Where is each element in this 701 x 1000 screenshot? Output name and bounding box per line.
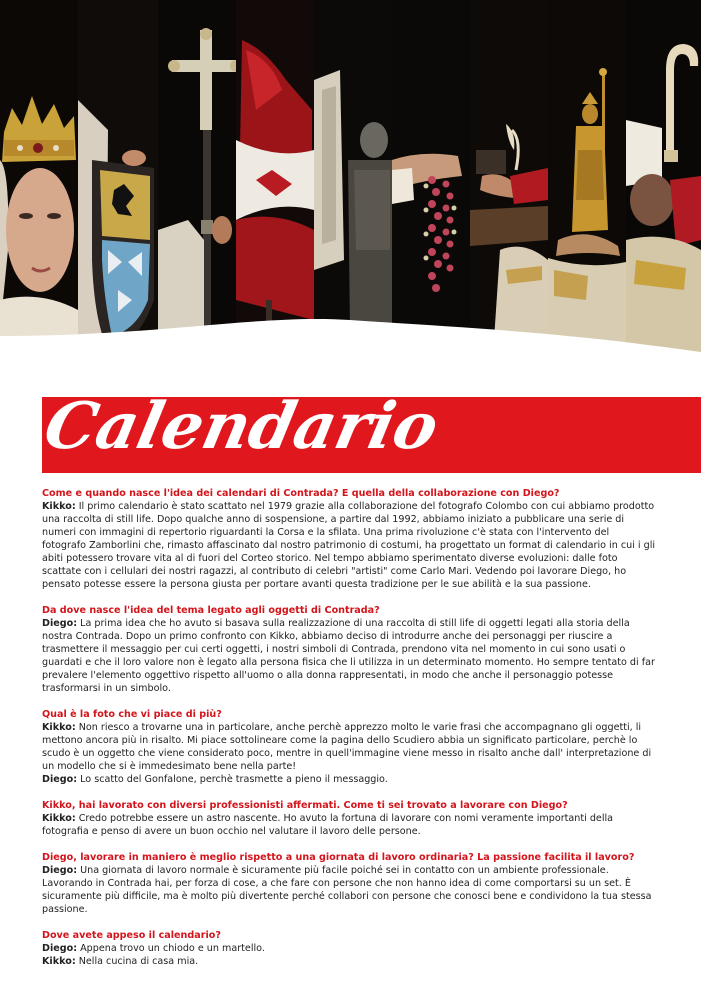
- interview-block: [42, 487, 656, 591]
- photo-strip-rosary-beads: [392, 0, 472, 360]
- photo-strip-queen-crown: [0, 0, 80, 360]
- interview-question: Kikko, hai lavorato con diversi professionisti affermati. Come ti sei trovato a lavorare con Diego?: [42, 800, 568, 811]
- photo-strip-shield: [78, 0, 160, 360]
- speaker-name: Kikko:: [42, 813, 76, 824]
- page-title: Calendario: [38, 389, 445, 464]
- answer-text: Lo scatto del Gonfalone, perchè trasmette a pieno il messaggio.: [77, 774, 388, 785]
- answer-text: Il primo calendario è stato scattato nel 1979 grazie alla collaborazione del fotografo Colombo con cui abbiamo prodotto una raccolta di still life. Dopo qualche anno di sospensione, a partire dal 1992, abbiamo iniziato a pubblicare una serie di numeri con immagini di repertorio riguardanti la Corsa e la sfilata. Una prima rivoluzione c'è stata con l'intervento del fotografo Zamborlini che, rimasto affascinato dal nostro patrimonio di costumi, ha progettato un format di calendario in cui i gli abiti potessero trovare vita al di fuori del Corteo storico. Nel tempo abbiamo sperimentato diverse evoluzioni: dalle foto scattate con i cellulari dei nostri ragazzi, al contributo di celebri "artisti" come Carlo Mari. Vedendo poi lavorare Diego, ho pensato potesse essere la persona giusta per portare avanti questa tradizione per le sue abilità e la sua passione.: [42, 501, 656, 590]
- speaker-name: Kikko:: [42, 722, 76, 733]
- interview-block: [42, 604, 656, 695]
- answer-text: La prima idea che ho avuto si basava sulla realizzazione di una raccolta di still life di oggetti legati alla storia della nostra Contrada. Dopo un primo confronto con Kikko, abbiamo deciso di introdurre anche dei personaggi per riuscire a trasmettere il messaggio per cui certi oggetti, i nostri simboli di Contrada, prendono vita nel momento in cui sono usati o guardati e che il loro valore non è legato alla persona fisica che li utilizza in un determinato momento. Ho sempre tentato di far prevalere l'elemento oggettivo rispetto all'uomo o alla donna rappresentati, in modo che anche il personaggio potesse trasformarsi in un simbolo.: [42, 618, 655, 694]
- speaker-name: Diego:: [42, 618, 78, 629]
- interview-answer: [42, 500, 656, 591]
- hero-photo-collage: [0, 0, 701, 365]
- interview-answer: [42, 955, 656, 968]
- interview-block: [42, 708, 656, 786]
- speaker-name: Kikko:: [42, 501, 76, 512]
- answer-text: Credo potrebbe essere un astro nascente. Ho avuto la fortuna di lavorare con nomi veramente importanti della fotografia e penso di avere un buon occhio nel valutare il lavoro delle persone.: [42, 813, 614, 837]
- interview-answer: [42, 864, 656, 916]
- interview-block: [42, 851, 656, 916]
- interview-answer: [42, 812, 656, 838]
- title-banner: [38, 389, 701, 473]
- photo-strip-armored-figure: [314, 0, 394, 360]
- speaker-name: Diego:: [42, 774, 78, 785]
- interview-question: Diego, lavorare in maniero è meglio rispetto a una giornata di lavoro ordinaria? La passione facilita il lavoro?: [42, 852, 635, 863]
- interview-answer: [42, 942, 656, 955]
- photo-strip-red-banner: [236, 0, 316, 360]
- answer-text: Non riesco a trovarne una in particolare, anche perchè apprezzo molto le varie frasi che accompagnano gli oggetti, li mettono ancora più in risalto. Mi piace sottolineare come la pagina dello Scudiero abbia un significato particolare, perchè lo scudo è un oggetto che viene considerato poco, mentre in quell'immagine viene messo in risalto anche dall' interpretazione di un modello che si è immedesimato bene nella parte!: [42, 722, 652, 772]
- interview-question: Qual è la foto che vi piace di più?: [42, 709, 222, 720]
- speaker-name: Diego:: [42, 865, 78, 876]
- interview-question: Come e quando nasce l'idea dei calendari di Contrada? E quella della collaborazione con Diego?: [42, 488, 560, 499]
- answer-text: Nella cucina di casa mia.: [75, 956, 199, 967]
- interview-article: [42, 487, 656, 981]
- photo-strip-processional-cross: [158, 0, 238, 360]
- answer-text: Appena trovo un chiodo e un martello.: [77, 943, 265, 954]
- speaker-name: Kikko:: [42, 956, 76, 967]
- interview-answer: [42, 773, 656, 786]
- interview-question: Da dove nasce l'idea del tema legato agli oggetti di Contrada?: [42, 605, 380, 616]
- interview-block: [42, 929, 656, 968]
- answer-text: Una giornata di lavoro normale è sicuramente più facile poiché sei in contatto con un ambiente professionale. Lavorando in Contrada hai, per forza di cose, a che fare con persone che non hanno idea di come comportarsi su un set. È sicuramente più difficile, ma è molto più divertente perché collabori con persone che conosci bene e condividono la tua stessa passione.: [42, 865, 652, 915]
- photo-strip-bishop-crosier: [626, 0, 701, 360]
- interview-answer: [42, 617, 656, 695]
- hero-wave-divider: [0, 310, 701, 365]
- interview-block: [42, 799, 656, 838]
- photo-strip-writer-quill: [470, 0, 550, 360]
- speaker-name: Diego:: [42, 943, 78, 954]
- photo-strip-golden-statue: [548, 0, 628, 360]
- interview-answer: [42, 721, 656, 773]
- interview-question: Dove avete appeso il calendario?: [42, 930, 221, 941]
